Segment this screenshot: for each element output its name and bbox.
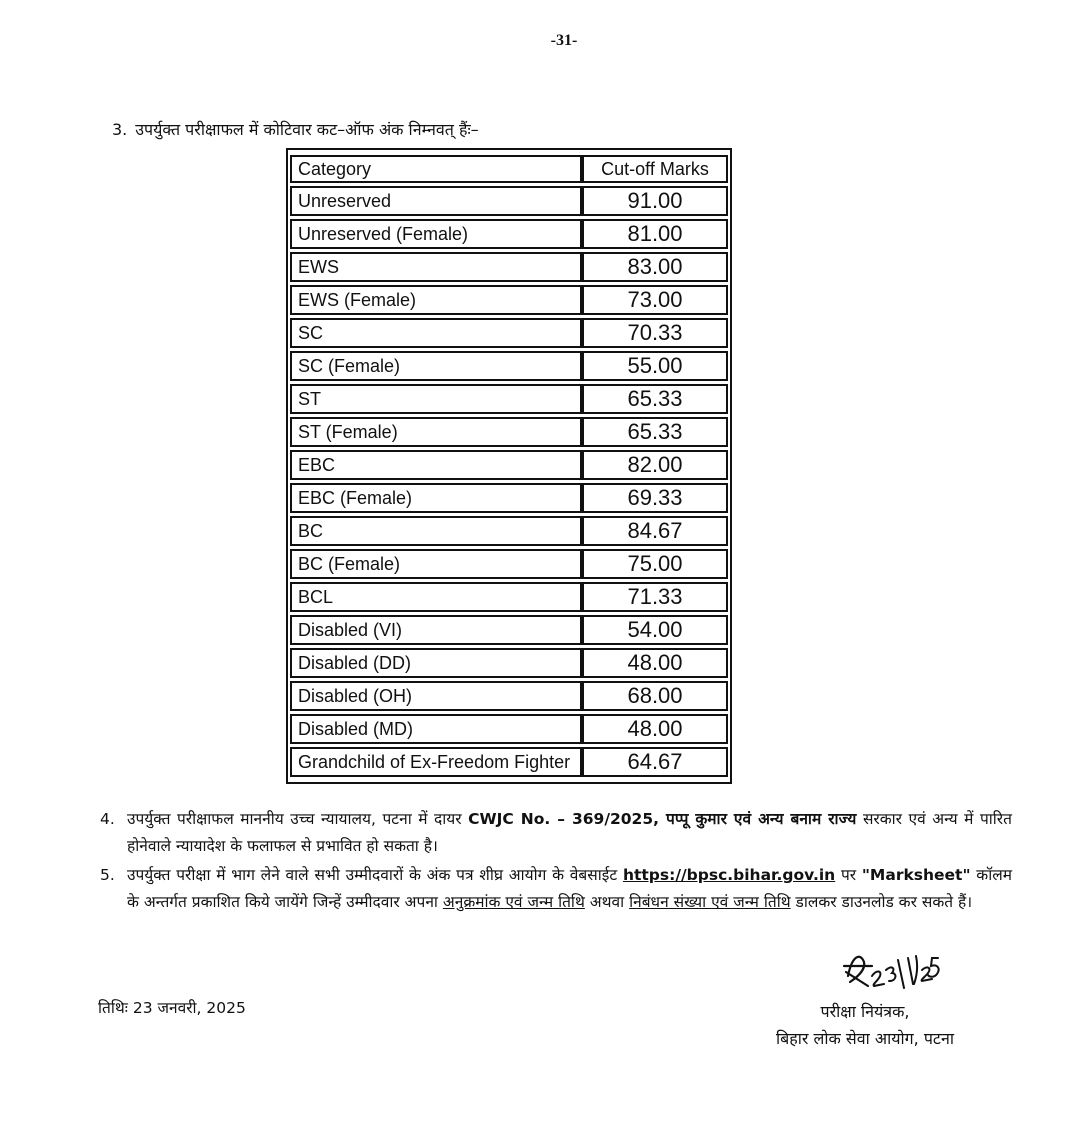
item-number: 4. xyxy=(100,810,115,828)
table-row xyxy=(290,681,728,711)
column-header-cutoff-marks: Cut-off Marks xyxy=(582,155,728,183)
item-3-text: उपर्युक्त परीक्षाफल में कोटिवार कट–ऑफ अंक निम्नवत् हैंः– xyxy=(135,120,479,139)
table-row xyxy=(290,351,728,381)
category-cell: Unreserved xyxy=(290,186,582,216)
table-row xyxy=(290,219,728,249)
cutoff-marks-cell: 71.33 xyxy=(582,582,728,612)
category-cell: Grandchild of Ex-Freedom Fighter xyxy=(290,747,582,777)
table-row xyxy=(290,186,728,216)
handwritten-signature xyxy=(838,946,950,992)
cutoff-marks-cell: 73.00 xyxy=(582,285,728,315)
category-cell: SC xyxy=(290,318,582,348)
table-row xyxy=(290,417,728,447)
category-cell: SC (Female) xyxy=(290,351,582,381)
table-row xyxy=(290,450,728,480)
signatory-title: परीक्षा नियंत्रक, xyxy=(820,1002,910,1021)
cutoff-marks-cell: 83.00 xyxy=(582,252,728,282)
cutoff-marks-cell: 48.00 xyxy=(582,714,728,744)
cutoff-marks-cell: 65.33 xyxy=(582,384,728,414)
table-row xyxy=(290,714,728,744)
table-row xyxy=(290,384,728,414)
category-cell: Disabled (OH) xyxy=(290,681,582,711)
table-body xyxy=(290,186,728,777)
table-row xyxy=(290,549,728,579)
cutoff-marks-cell: 69.33 xyxy=(582,483,728,513)
table-row xyxy=(290,516,728,546)
issue-date: तिथिः 23 जनवरी, 2025 xyxy=(98,999,246,1017)
category-cell: Disabled (VI) xyxy=(290,615,582,645)
item-5-text-1: उपर्युक्त परीक्षा में भाग लेने वाले सभी उम्मीदवारों के अंक पत्र शीघ्र आयोग के वेबसाईट xyxy=(127,866,623,884)
table-row xyxy=(290,318,728,348)
case-reference: CWJC No. – 369/2025, पप्पू कुमार एवं अन्य बनाम राज्य xyxy=(468,810,857,828)
item-5-text-5: डालकर डाउनलोड कर सकते हैं। xyxy=(790,893,973,911)
category-cell: Disabled (DD) xyxy=(290,648,582,678)
cutoff-marks-cell: 75.00 xyxy=(582,549,728,579)
cutoff-marks-cell: 81.00 xyxy=(582,219,728,249)
item-4-court-notice xyxy=(100,806,1012,860)
cutoff-marks-cell: 70.33 xyxy=(582,318,728,348)
item-4-text-after: सरकार एवं अन्य में पारित होनेवाले न्यायादेश के फलाफल से प्रभावित हो सकता है। xyxy=(127,810,1012,855)
cutoff-marks-cell: 64.67 xyxy=(582,747,728,777)
registration-dob-underlined: निबंधन संख्या एवं जन्म तिथि xyxy=(629,893,791,911)
item-number: 5. xyxy=(100,866,115,884)
page-number: -31- xyxy=(550,32,578,49)
column-header-category: Category xyxy=(290,155,582,183)
category-cell: EWS (Female) xyxy=(290,285,582,315)
category-cell: EWS xyxy=(290,252,582,282)
marksheet-term: "Marksheet" xyxy=(861,866,971,884)
category-cell: BC xyxy=(290,516,582,546)
item-5-text-3: कॉलम के अन्तर्गत प्रकाशित किये जायेंगे जिन्हें उम्मीदवार अपना xyxy=(127,866,1013,911)
roll-dob-underlined: अनुक्रमांक एवं जन्म तिथि xyxy=(442,893,585,911)
table-row xyxy=(290,648,728,678)
table-row xyxy=(290,252,728,282)
cutoff-marks-table xyxy=(286,148,732,784)
category-cell: ST (Female) xyxy=(290,417,582,447)
cutoff-marks-cell: 65.33 xyxy=(582,417,728,447)
category-cell: BCL xyxy=(290,582,582,612)
category-cell: Disabled (MD) xyxy=(290,714,582,744)
cutoff-marks-cell: 84.67 xyxy=(582,516,728,546)
cutoff-marks-cell: 91.00 xyxy=(582,186,728,216)
category-cell: EBC (Female) xyxy=(290,483,582,513)
item-5-text-4: अथवा xyxy=(584,893,630,911)
table-row xyxy=(290,582,728,612)
item-5-text-2: पर xyxy=(835,866,862,884)
cutoff-marks-cell: 68.00 xyxy=(582,681,728,711)
cutoff-marks-cell: 82.00 xyxy=(582,450,728,480)
table-row xyxy=(290,285,728,315)
table-row xyxy=(290,747,728,777)
item-3-cutoff-intro xyxy=(112,118,479,140)
website-link[interactable]: https://bpsc.bihar.gov.in xyxy=(622,866,836,884)
category-cell: Unreserved (Female) xyxy=(290,219,582,249)
category-cell: EBC xyxy=(290,450,582,480)
table-row xyxy=(290,483,728,513)
item-number: 3. xyxy=(112,120,128,139)
table-row xyxy=(290,615,728,645)
item-4-text-before: उपर्युक्त परीक्षाफल माननीय उच्च न्यायालय, पटना में दायर xyxy=(127,810,469,828)
cutoff-marks-cell: 48.00 xyxy=(582,648,728,678)
table-header-row xyxy=(290,155,728,183)
signatory-organization: बिहार लोक सेवा आयोग, पटना xyxy=(776,1029,954,1048)
category-cell: BC (Female) xyxy=(290,549,582,579)
cutoff-marks-cell: 54.00 xyxy=(582,615,728,645)
signatory-block xyxy=(740,998,990,1052)
item-5-marksheet-notice xyxy=(100,862,1012,916)
category-cell: ST xyxy=(290,384,582,414)
cutoff-marks-cell: 55.00 xyxy=(582,351,728,381)
